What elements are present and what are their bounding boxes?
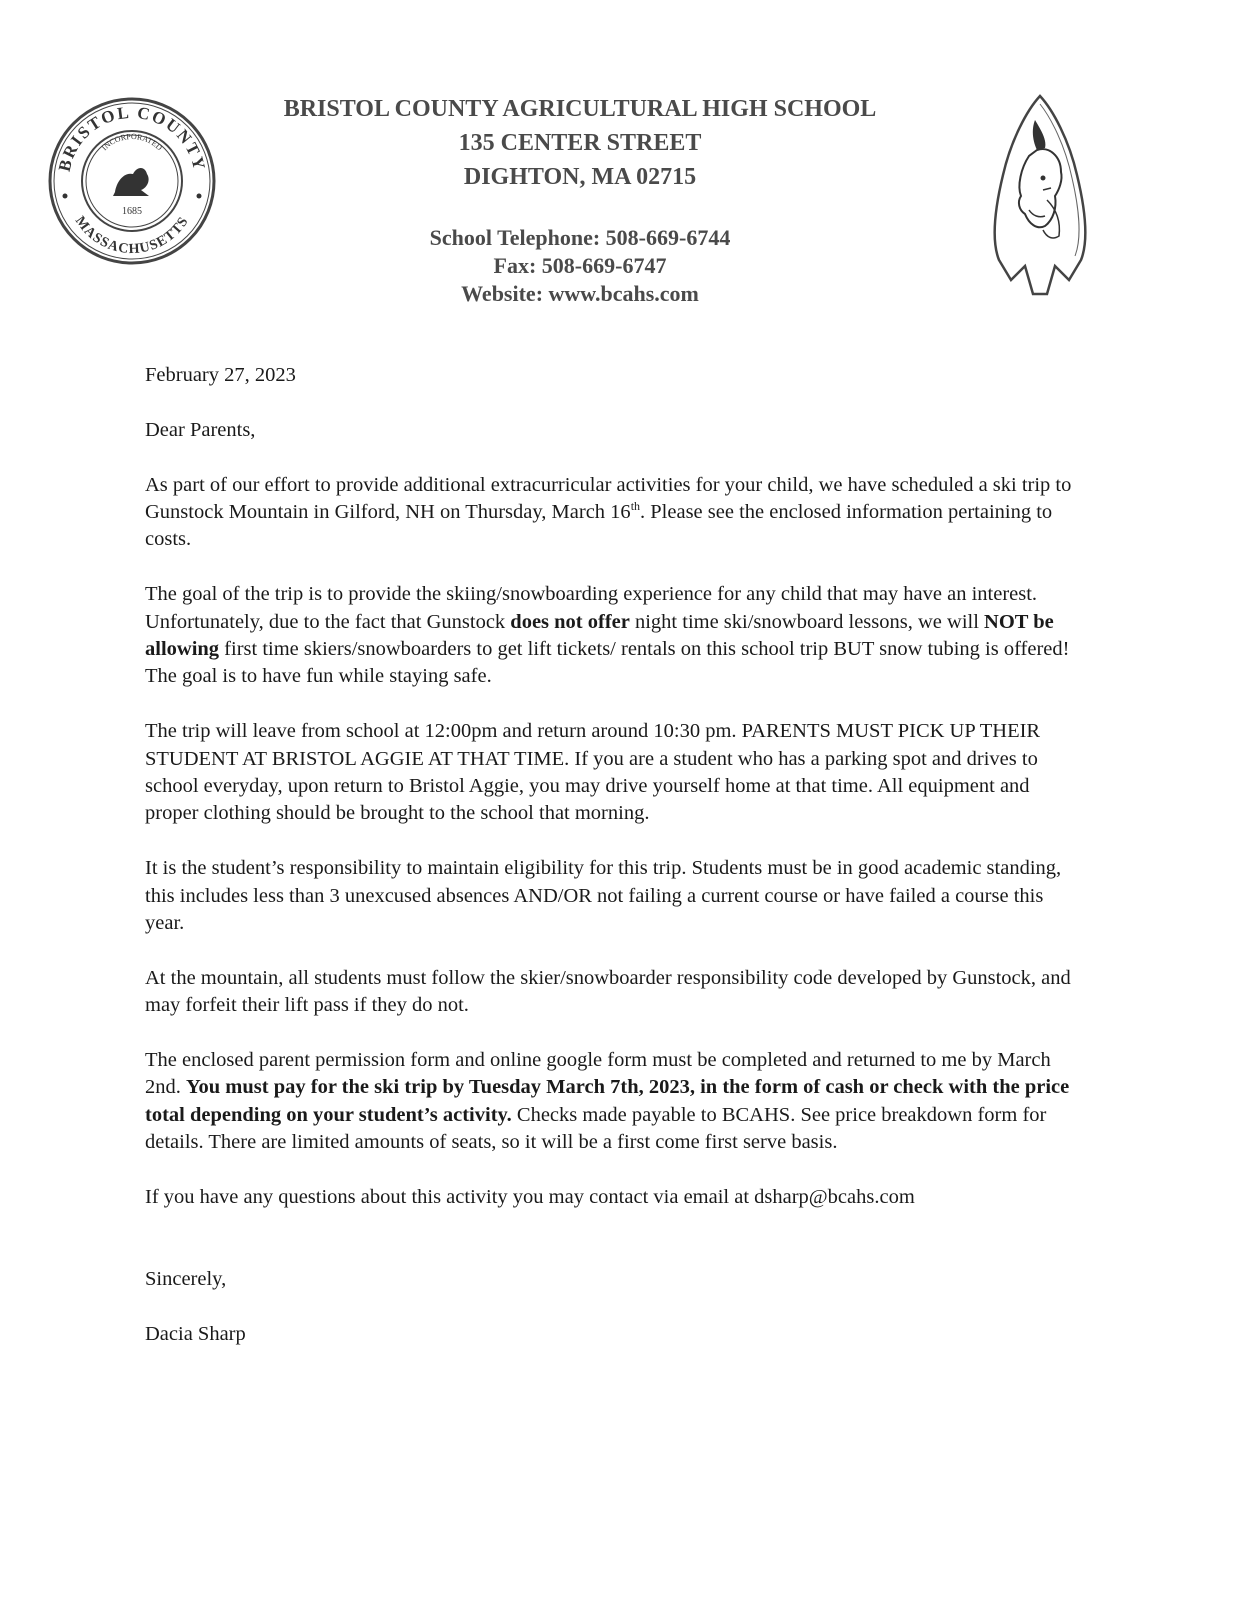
school-name: BRISTOL COUNTY AGRICULTURAL HIGH SCHOOL bbox=[283, 96, 877, 122]
letter-signature: Dacia Sharp bbox=[145, 1323, 246, 1346]
seal-top-text: BRISTOL COUNTY bbox=[54, 102, 210, 174]
paragraph-eligibility: It is the student’s responsibility to maintain eligibility for this trip. Students must be in good academic standing, this includes less than 3 unexcused absences AND/OR not failing a current course or have failed a course this year. bbox=[145, 857, 1062, 935]
letterhead bbox=[250, 92, 910, 308]
paragraph-payment bbox=[145, 1047, 1085, 1157]
paragraph-goal-bold-2: NOT be allowing bbox=[145, 610, 1054, 661]
paragraph-contact: If you have any questions about this activity you may contact via email at dsharp@bcahs.com bbox=[145, 1186, 915, 1209]
seal-figure bbox=[113, 168, 149, 196]
paragraph-payment-text-2: Checks made payable to BCAHS. See price breakdown form for details. There are limited amounts of seats, so it will be a first come first serve basis. bbox=[145, 1103, 1047, 1154]
paragraph-schedule: The trip will leave from school at 12:00pm and return around 10:30 pm. PARENTS MUST PICK UP THEIR STUDENT AT BRISTOL AGGIE AT THAT TIME. If you are a student who has a parking spot and drives to school everyday, upon return to Bristol Aggie, you may drive yourself home at that time. All equipment and proper clothing should be brought to the school that morning. bbox=[145, 720, 1041, 825]
letter-body bbox=[145, 362, 1085, 1376]
mascot-profile bbox=[1019, 149, 1062, 227]
letter-date: February 27, 2023 bbox=[145, 364, 296, 386]
paragraph-payment-bold: You must pay for the ski trip by Tuesday March 7th, 2023, in the form of cash or check with the price total depending on your student’s activity. bbox=[145, 1076, 1070, 1126]
county-seal-logo bbox=[47, 96, 217, 266]
letter-salutation: Dear Parents, bbox=[145, 418, 256, 441]
school-fax: Fax: 508-669-6747 bbox=[493, 253, 667, 278]
seal-year: 1685 bbox=[122, 206, 142, 217]
school-website: Website: www.bcahs.com bbox=[461, 281, 699, 306]
paragraph-intro-text-end: . Please see the enclosed information pertaining to costs. bbox=[145, 501, 1053, 551]
seal-bottom-text: MASSACHUSETTS bbox=[71, 213, 192, 258]
seal-inner-text: INCORPORATED bbox=[99, 131, 165, 153]
svg-text:INCORPORATED bbox=[100, 132, 164, 153]
school-telephone: School Telephone: 508-669-6744 bbox=[429, 225, 731, 250]
arrowhead-mascot-logo bbox=[985, 90, 1095, 300]
paragraph-goal-text-2: night time ski/snowboard lessons, we will bbox=[629, 610, 985, 633]
paragraph-goal bbox=[145, 581, 1085, 691]
school-city: DIGHTON, MA 02715 bbox=[463, 164, 697, 190]
paragraph-goal-text: The goal of the trip is to provide the skiing/snowboarding experience for any child that may have an interest. Unfortunately, due to the fact that Gunstock bbox=[145, 583, 1038, 633]
paragraph-intro-text: As part of our effort to provide additional extracurricular activities for your child, we have scheduled a ski trip to Gunstock Mountain in Gilford, NH on Thursday, March 16 bbox=[145, 473, 1072, 523]
paragraph-intro bbox=[145, 472, 1085, 554]
paragraph-payment-text: The enclosed parent permission form and online google form must be completed and returned to me by March 2nd. bbox=[145, 1049, 1051, 1099]
paragraph-goal-bold-1: does not offer bbox=[510, 610, 630, 633]
paragraph-mountain-rules: At the mountain, all students must follow the skier/snowboarder responsibility code developed by Gunstock, and may forfeit their lift pass if they do not. bbox=[145, 966, 1071, 1017]
letter-closing: Sincerely, bbox=[145, 1268, 227, 1291]
ordinal-suffix: th bbox=[630, 499, 641, 514]
school-street: 135 CENTER STREET bbox=[458, 130, 702, 156]
paragraph-goal-text-3: first time skiers/snowboarders to get lift tickets/ rentals on this school trip BUT snow tubing is offered! The goal is to have fun while staying safe. bbox=[145, 638, 1070, 688]
